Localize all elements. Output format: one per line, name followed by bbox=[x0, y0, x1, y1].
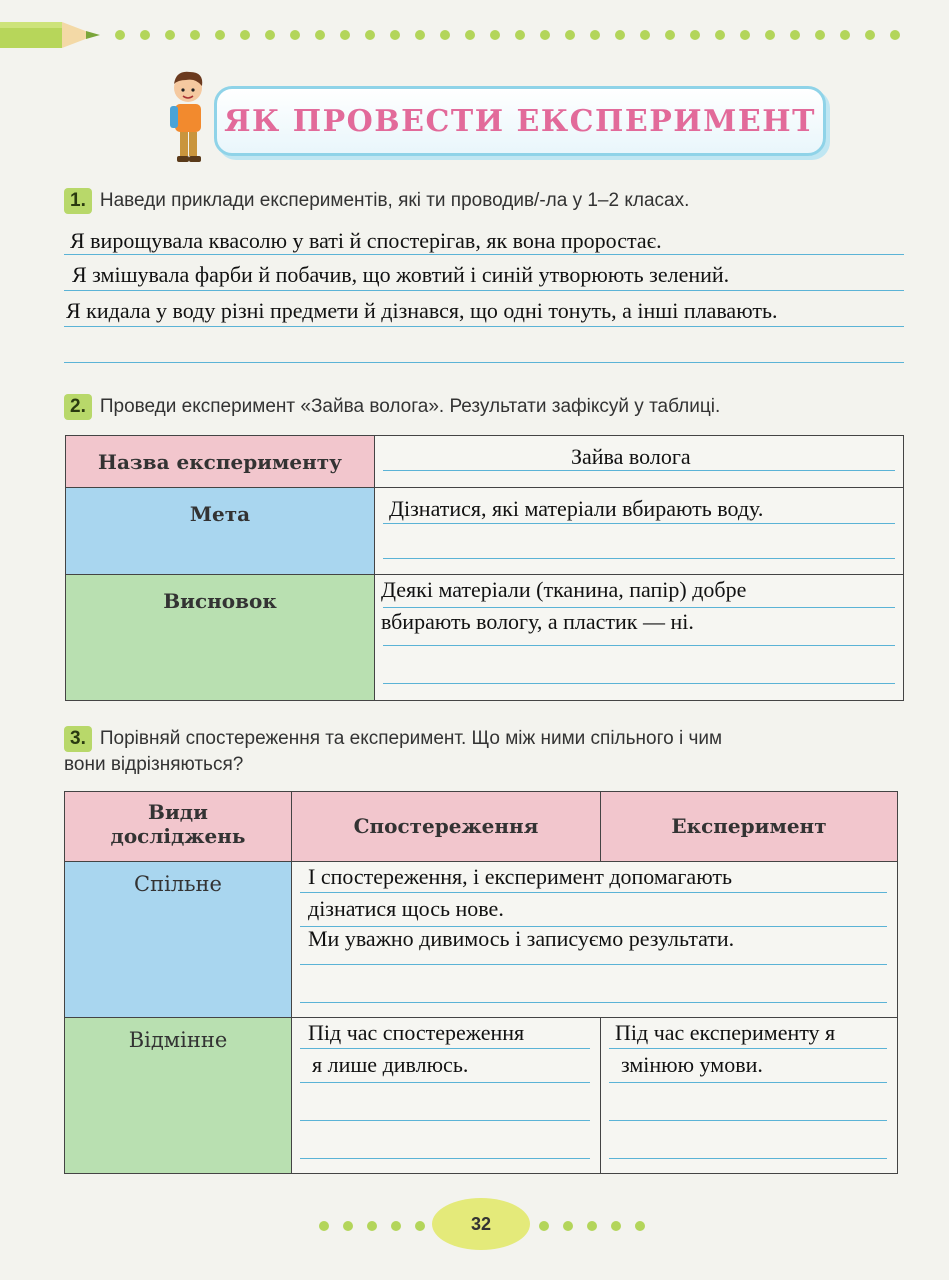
conclusion-value-cell[interactable] bbox=[375, 575, 904, 701]
difference-experiment-line-2[interactable]: змінюю умови. bbox=[621, 1052, 763, 1077]
answer-line bbox=[300, 1120, 590, 1121]
goal-value-cell[interactable] bbox=[375, 488, 904, 575]
answer-line bbox=[383, 683, 895, 684]
answer-line bbox=[64, 254, 904, 255]
experiment-name-value[interactable]: Зайва волога bbox=[571, 444, 691, 469]
difference-experiment-line-1[interactable]: Під час експерименту я bbox=[615, 1020, 836, 1045]
common-value-cell[interactable] bbox=[292, 862, 898, 1018]
answer-line bbox=[300, 964, 887, 965]
conclusion-label: Висновок bbox=[163, 589, 277, 613]
task-1-text: Наведи приклади експериментів, які ти проводив/-ла у 1–2 класах. bbox=[99, 190, 690, 211]
task-3-heading bbox=[64, 726, 904, 778]
task-1-answer-1[interactable]: Я вирощувала квасолю у ваті й спостерігав, як вона проростає. bbox=[70, 228, 662, 253]
common-line-2[interactable]: дізнатися щось нове. bbox=[308, 896, 504, 921]
difference-label: Відмінне bbox=[128, 1028, 228, 1052]
title-banner bbox=[162, 68, 842, 168]
answer-line bbox=[609, 1048, 887, 1049]
task-1-number: 1. bbox=[64, 188, 92, 214]
dotted-divider bbox=[112, 28, 912, 42]
goal-value[interactable]: Дізнатися, які матеріали вбирають воду. bbox=[389, 496, 764, 521]
title-box bbox=[214, 86, 826, 156]
task-2-number: 2. bbox=[64, 394, 92, 420]
experiment-name-value-cell[interactable] bbox=[375, 436, 904, 488]
header-research-types-line-2: досліджень bbox=[110, 824, 246, 848]
common-line-3[interactable]: Ми уважно дивимось і записуємо результати. bbox=[308, 926, 735, 951]
answer-line bbox=[300, 892, 887, 893]
page-title: ЯК ПРОВЕСТИ ЕКСПЕРИМЕНТ bbox=[224, 103, 816, 139]
answer-line bbox=[609, 1082, 887, 1083]
task-1-heading bbox=[64, 188, 689, 214]
answer-line bbox=[383, 558, 895, 559]
boy-illustration-icon bbox=[162, 68, 214, 168]
common-line-1[interactable]: І спостереження, і експеримент допомагають bbox=[308, 864, 732, 889]
header-research-types bbox=[65, 792, 292, 862]
header-experiment-label: Експеримент bbox=[671, 814, 827, 838]
goal-label-cell bbox=[66, 488, 375, 575]
task-3-text-line-1: Порівняй спостереження та експеримент. Що між ними спільного і чим bbox=[99, 728, 723, 749]
task-1-answer-2[interactable]: Я змішувала фарби й побачив, що жовтий і синій утворюють зелений. bbox=[72, 262, 730, 287]
difference-observation-cell[interactable] bbox=[292, 1018, 601, 1174]
goal-label: Мета bbox=[189, 502, 251, 526]
header-observation-label: Спостереження bbox=[353, 814, 539, 838]
answer-line bbox=[609, 1158, 887, 1159]
experiment-table bbox=[65, 435, 904, 701]
task-2-heading bbox=[64, 394, 720, 420]
difference-observation-line-1[interactable]: Під час спостереження bbox=[308, 1020, 525, 1045]
answer-line bbox=[300, 1002, 887, 1003]
answer-line bbox=[383, 645, 895, 646]
task-1-answer-3[interactable]: Я кидала у воду різні предмети й дізнався, що одні тонуть, а інші плавають. bbox=[66, 298, 778, 323]
common-label: Спільне bbox=[134, 872, 222, 896]
conclusion-line-2[interactable]: вбирають вологу, а пластик — ні. bbox=[381, 609, 694, 634]
task-3-number: 3. bbox=[64, 726, 92, 752]
difference-observation-line-2[interactable]: я лише дивлюсь. bbox=[312, 1052, 469, 1077]
experiment-name-label: Назва експерименту bbox=[98, 450, 342, 474]
answer-line bbox=[300, 1158, 590, 1159]
answer-line bbox=[64, 362, 904, 363]
task-2-text: Проведи експеримент «Зайва волога». Результати зафіксуй у таблиці. bbox=[99, 396, 721, 417]
conclusion-line-1[interactable]: Деякі матеріали (тканина, папір) добре bbox=[381, 577, 747, 602]
conclusion-label-cell bbox=[66, 575, 375, 701]
experiment-name-label-cell bbox=[66, 436, 375, 488]
page-number: 32 bbox=[432, 1198, 530, 1250]
answer-line bbox=[64, 290, 904, 291]
answer-line bbox=[300, 1048, 590, 1049]
answer-line bbox=[609, 1120, 887, 1121]
difference-experiment-cell[interactable] bbox=[601, 1018, 898, 1174]
common-label-cell bbox=[65, 862, 292, 1018]
task-3-text-line-2: вони відрізняються? bbox=[64, 754, 244, 775]
answer-line bbox=[383, 470, 895, 471]
header-observation bbox=[292, 792, 601, 862]
answer-line bbox=[383, 607, 895, 608]
header-experiment bbox=[601, 792, 898, 862]
answer-line bbox=[383, 523, 895, 524]
comparison-table bbox=[64, 791, 898, 1174]
difference-label-cell bbox=[65, 1018, 292, 1174]
answer-line bbox=[64, 326, 904, 327]
pencil-icon bbox=[0, 18, 104, 52]
header-research-types-line-1: Види bbox=[148, 800, 208, 824]
answer-line bbox=[300, 1082, 590, 1083]
